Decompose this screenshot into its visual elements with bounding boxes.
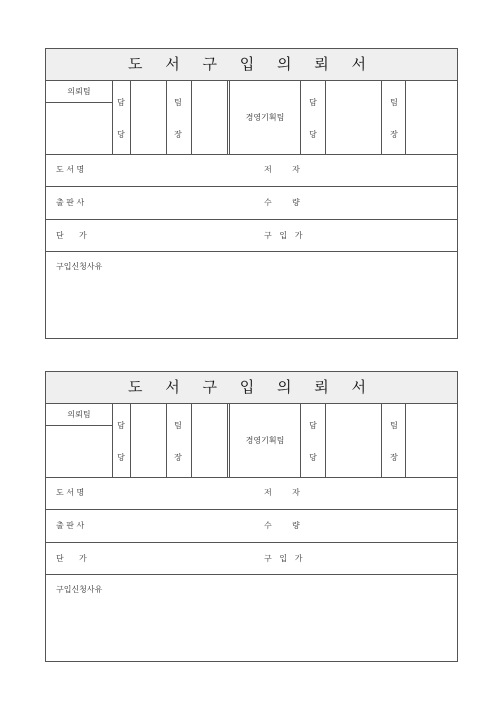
divider xyxy=(381,81,382,154)
book-title-label: 도 서 명 xyxy=(56,488,85,497)
staff2-label-top: 담 xyxy=(309,421,317,430)
unit-price-input[interactable] xyxy=(112,220,252,251)
staff2-signature-box[interactable] xyxy=(326,82,381,153)
leader2-label-top: 팀 xyxy=(390,421,398,430)
requesting-team-input[interactable] xyxy=(46,103,112,153)
leader-label-top: 팀 xyxy=(174,98,182,107)
purchase-price-input[interactable] xyxy=(326,220,457,251)
staff-label-bottom: 당 xyxy=(117,130,125,139)
leader-signature-box[interactable] xyxy=(192,405,227,476)
staff-label-bottom: 당 xyxy=(117,453,125,462)
quantity-label: 수 량 xyxy=(264,198,300,207)
staff-label-top: 담 xyxy=(117,98,125,107)
staff2-signature-box[interactable] xyxy=(326,405,381,476)
staff2-label-bottom: 당 xyxy=(309,130,317,139)
reason-label: 구입신청사유 xyxy=(56,262,103,271)
publisher-input[interactable] xyxy=(112,510,252,542)
leader2-label-bottom: 장 xyxy=(390,453,398,462)
leader2-signature-box[interactable] xyxy=(406,405,457,476)
staff2-label-top: 담 xyxy=(309,98,317,107)
leader2-label-bottom: 장 xyxy=(390,130,398,139)
author-input[interactable] xyxy=(326,478,457,509)
reason-textarea[interactable] xyxy=(48,274,455,336)
author-input[interactable] xyxy=(326,155,457,186)
divider xyxy=(166,404,167,477)
unit-price-input[interactable] xyxy=(112,543,252,574)
unit-price-label: 단 가 xyxy=(56,554,87,563)
divider xyxy=(112,404,113,477)
divider xyxy=(300,81,301,154)
leader2-signature-box[interactable] xyxy=(406,82,457,153)
leader-label-top: 팀 xyxy=(174,421,182,430)
publisher-input[interactable] xyxy=(112,187,252,219)
divider xyxy=(381,404,382,477)
divider xyxy=(227,81,228,154)
reason-textarea[interactable] xyxy=(48,597,455,659)
author-label: 저 자 xyxy=(264,165,300,174)
form-title: 도 서 구 입 의 뢰 서 xyxy=(46,49,457,81)
book-title-label: 도 서 명 xyxy=(56,165,85,174)
leader-label-bottom: 장 xyxy=(174,453,182,462)
divider xyxy=(46,574,457,575)
planning-team-label: 경영기획팀 xyxy=(245,113,285,122)
divider xyxy=(227,404,228,477)
staff-label-top: 담 xyxy=(117,421,125,430)
unit-price-label: 단 가 xyxy=(56,231,87,240)
divider xyxy=(46,251,457,252)
leader-label-bottom: 장 xyxy=(174,130,182,139)
book-purchase-request-form xyxy=(45,48,458,339)
quantity-input[interactable] xyxy=(326,510,457,542)
form-title: 도 서 구 입 의 뢰 서 xyxy=(46,372,457,404)
purchase-price-label: 구 입 가 xyxy=(264,554,303,563)
requesting-team-label: 의뢰팀 xyxy=(67,87,91,96)
publisher-label: 출 판 사 xyxy=(56,521,85,530)
quantity-input[interactable] xyxy=(326,187,457,219)
purchase-price-input[interactable] xyxy=(326,543,457,574)
reason-label: 구입신청사유 xyxy=(56,585,103,594)
divider xyxy=(300,404,301,477)
book-purchase-request-form xyxy=(45,371,458,662)
leader2-label-top: 팀 xyxy=(390,98,398,107)
planning-team-label: 경영기획팀 xyxy=(245,436,285,445)
staff-signature-box[interactable] xyxy=(131,405,166,476)
staff-signature-box[interactable] xyxy=(131,82,166,153)
requesting-team-label: 의뢰팀 xyxy=(67,410,91,419)
publisher-label: 출 판 사 xyxy=(56,198,85,207)
divider xyxy=(112,81,113,154)
divider xyxy=(166,81,167,154)
author-label: 저 자 xyxy=(264,488,300,497)
staff2-label-bottom: 당 xyxy=(309,453,317,462)
requesting-team-input[interactable] xyxy=(46,426,112,476)
quantity-label: 수 량 xyxy=(264,521,300,530)
purchase-price-label: 구 입 가 xyxy=(264,231,303,240)
book-title-input[interactable] xyxy=(112,155,252,186)
leader-signature-box[interactable] xyxy=(192,82,227,153)
book-title-input[interactable] xyxy=(112,478,252,509)
